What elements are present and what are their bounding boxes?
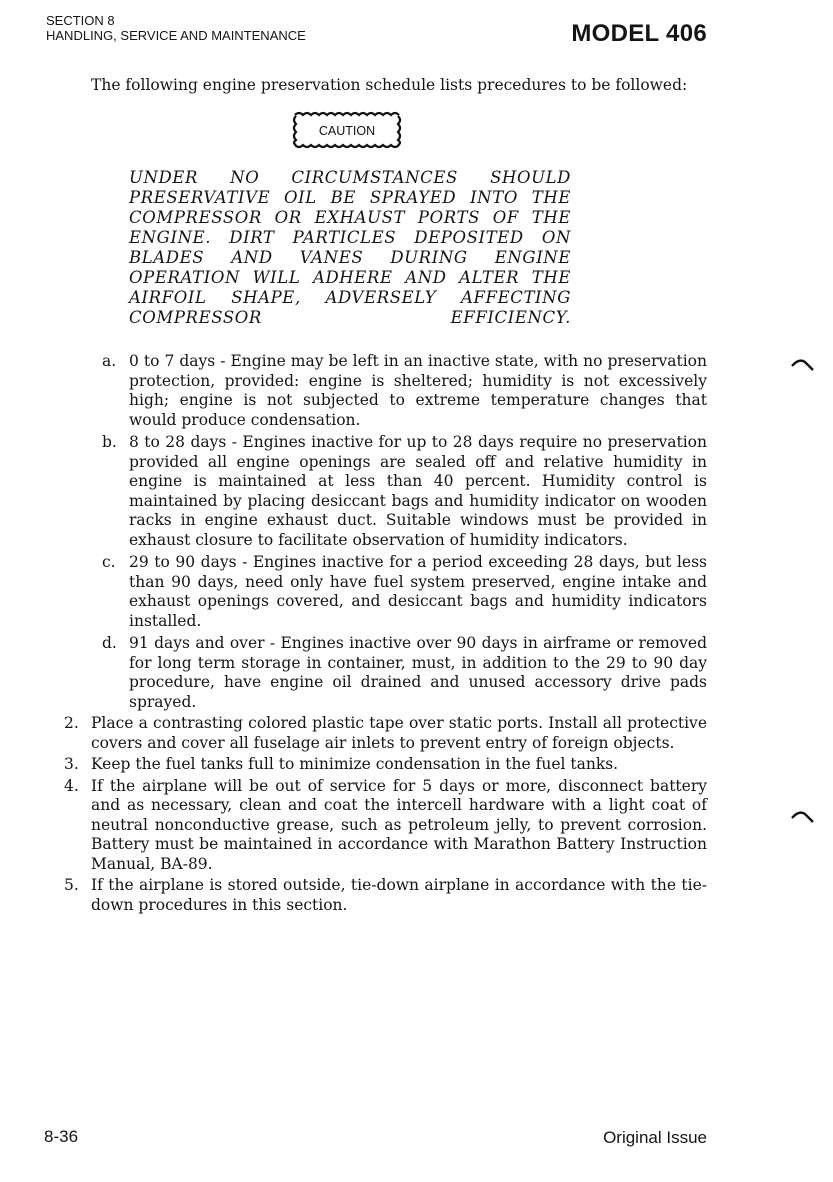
page-number: 8-36 xyxy=(44,1127,79,1146)
step-3: 3. Keep the fuel tanks full to minimize condensation in the fuel tanks. xyxy=(64,755,619,773)
caution-banner-icon xyxy=(291,110,403,150)
schedule-item-d: d. 91 days and over - Engines inactive over 90 days in airframe or removed for long term storage in container, must, in addition to the 29 to 90 day procedure, have engine oil drained and unused accessory drive pads sprayed. xyxy=(102,634,707,711)
revision-mark-icon xyxy=(791,356,815,372)
step-5: 5. If the airplane is stored outside, tie-down airplane in accordance with the tie-down procedures in this section. xyxy=(64,876,707,914)
revision-mark-icon xyxy=(791,808,815,824)
section-number: SECTION 8 xyxy=(46,13,115,28)
caution-label: CAUTION xyxy=(318,123,376,138)
preservation-schedule xyxy=(91,352,707,712)
section-title: HANDLING, SERVICE AND MAINTENANCE xyxy=(46,28,306,43)
running-header xyxy=(46,13,306,43)
schedule-item-b: b. 8 to 28 days - Engines inactive for up to 28 days require no preservation provided all engine openings are sealed off and relative humidity in engine is maintained at less than 40 percent. Humidity control is maintained by placing desiccant bags and humidity indicator on wooden racks in engine exhaust duct. Suitable windows must be provided in exhaust closure to facilitate observation of humidity indicators. xyxy=(102,433,707,549)
page-body xyxy=(64,76,707,915)
issue-label: Original Issue xyxy=(603,1128,707,1147)
intro-paragraph: The following engine preservation schedule lists precedures to be followed: xyxy=(91,76,688,94)
schedule-item-c: c. 29 to 90 days - Engines inactive for a period exceeding 28 days, but less than 90 days, need only have fuel system preserved, engine intake and exhaust openings covered, and desiccant bags and humidity indicators installed. xyxy=(102,553,707,630)
caution-block xyxy=(213,110,603,156)
step-2: 2. Place a contrasting colored plastic tape over static ports. Install all protective covers and cover all fuselage air inlets to prevent entry of foreign objects. xyxy=(64,714,707,752)
caution-text: UNDER NO CIRCUMSTANCES SHOULD PRESERVATIVE OIL BE SPRAYED INTO THE COMPRESSOR OR EXHAUST PORTS OF THE ENGINE. DIRT PARTICLES DEPOSITED ON BLADES AND VANES DURING ENGINE OPERATION WILL ADHERE AND ALTER THE AIRFOIL SHAPE, ADVERSELY AFFECTING COMPRESSOR EFFICIENCY. xyxy=(129,168,571,327)
schedule-item-a: a. 0 to 7 days - Engine may be left in an inactive state, with no preservation protection, provided: engine is sheltered; humidity is not excessively high; engine is not subjected to extreme temperature changes that would produce condensation. xyxy=(102,352,707,429)
model-title: MODEL 406 xyxy=(571,20,707,47)
step-4: 4. If the airplane will be out of service for 5 days or more, disconnect battery and as necessary, clean and coat the intercell hardware with a light coat of neutral nonconductive grease, such as petroleum jelly, to prevent corrosion. Battery must be maintained in accordance with Marathon Battery Instruction Manual, BA-89. xyxy=(64,776,707,873)
